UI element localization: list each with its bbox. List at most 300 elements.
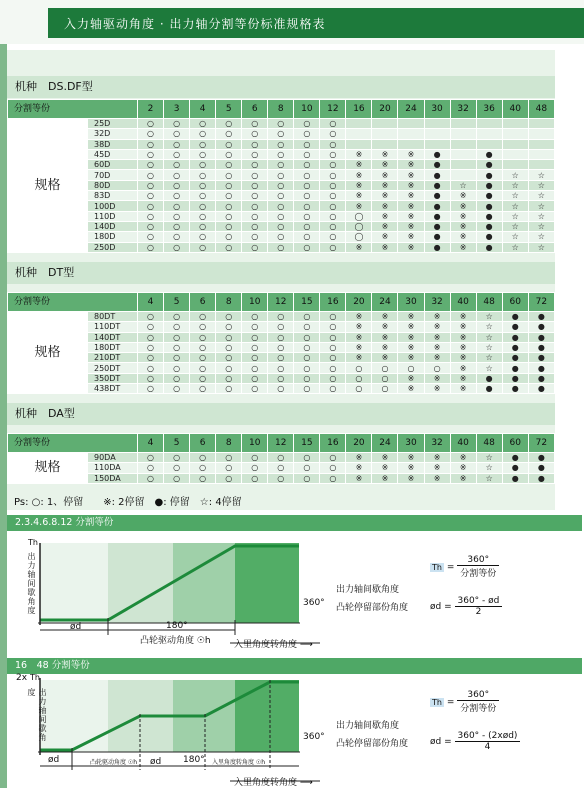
availability-cell: ○ (242, 201, 268, 211)
availability-cell: ○ (268, 139, 294, 149)
model-cell: 438DT (88, 384, 138, 394)
availability-cell: ※ (372, 170, 398, 180)
denominator: 4 (484, 742, 491, 752)
availability-cell: ○ (190, 170, 216, 180)
availability-cell: ○ (242, 312, 268, 322)
availability-cell: ◯ (346, 232, 372, 242)
availability-cell: ○ (242, 463, 268, 473)
availability-cell: ○ (164, 242, 190, 252)
availability-cell: ○ (138, 373, 164, 383)
availability-cell: ○ (294, 453, 320, 463)
availability-cell: ※ (398, 201, 424, 211)
availability-cell: ○ (216, 160, 242, 170)
graph1-formula-th (430, 555, 499, 579)
spec-label: 规格 (8, 312, 88, 394)
availability-cell: ○ (372, 373, 398, 383)
availability-cell: ※ (450, 211, 476, 221)
graph1-input-label: 入里角度转角度 ⟶ (234, 640, 313, 650)
availability-cell: ● (502, 453, 528, 463)
division-header: 20 (346, 293, 372, 312)
division-header: 15 (294, 434, 320, 453)
division-header: 5 (164, 434, 190, 453)
availability-cell: ○ (268, 149, 294, 159)
availability-cell: ○ (268, 384, 294, 394)
availability-cell: ○ (164, 180, 190, 190)
availability-cell: ※ (450, 201, 476, 211)
availability-cell: ☆ (502, 221, 528, 231)
division-header: 10 (294, 100, 320, 119)
numerator: 360° (457, 690, 499, 701)
availability-cell: ○ (164, 342, 190, 352)
availability-cell: ○ (242, 453, 268, 463)
availability-cell: ☆ (476, 353, 502, 363)
availability-cell: ☆ (528, 242, 554, 252)
division-header: 8 (268, 100, 294, 119)
availability-cell: ○ (320, 129, 346, 139)
division-header: 16 (346, 100, 372, 119)
availability-cell: ○ (216, 463, 242, 473)
availability-cell: ※ (398, 332, 424, 342)
model-cell: 150DA (88, 473, 138, 483)
availability-cell: ○ (268, 211, 294, 221)
availability-cell: ● (528, 453, 554, 463)
availability-cell: ○ (294, 373, 320, 383)
machine-da: 机种 DA型 (7, 403, 555, 425)
availability-cell: ○ (294, 149, 320, 159)
graph1-zone-2 (108, 543, 173, 623)
availability-cell: ○ (294, 139, 320, 149)
graph2-y-label: 出力轴间歇角度 (27, 688, 47, 742)
availability-cell: ○ (268, 119, 294, 129)
availability-cell: ● (424, 191, 450, 201)
availability-cell: ※ (372, 191, 398, 201)
division-header: 16 (320, 434, 346, 453)
availability-cell: ○ (268, 232, 294, 242)
availability-cell: ○ (164, 322, 190, 332)
denominator: 2 (475, 607, 482, 617)
model-cell: 90DA (88, 453, 138, 463)
availability-cell: ☆ (476, 342, 502, 352)
availability-cell: ※ (424, 384, 450, 394)
availability-cell: ● (502, 384, 528, 394)
availability-cell: ○ (320, 473, 346, 483)
model-cell: 100D (88, 201, 138, 211)
availability-cell: ☆ (476, 453, 502, 463)
division-header: 2 (138, 100, 164, 119)
model-cell: 350DT (88, 373, 138, 383)
numerator: 360° - (2xød) (455, 731, 521, 742)
availability-cell: ※ (346, 170, 372, 180)
availability-cell: ● (424, 170, 450, 180)
availability-cell: ○ (268, 129, 294, 139)
availability-cell: ※ (424, 342, 450, 352)
availability-cell: ○ (320, 342, 346, 352)
availability-cell: ● (424, 211, 450, 221)
th-symbol: Th (432, 562, 442, 572)
availability-cell: ● (502, 373, 528, 383)
availability-cell: ○ (216, 180, 242, 190)
division-header: 30 (398, 293, 424, 312)
division-header: 24 (398, 100, 424, 119)
division-header: 6 (242, 100, 268, 119)
availability-cell: ○ (164, 201, 190, 211)
spec-label: 规格 (8, 119, 88, 253)
availability-cell: ○ (320, 201, 346, 211)
division-header: 60 (502, 293, 528, 312)
availability-cell: ※ (346, 332, 372, 342)
fraction (457, 555, 499, 579)
graph1-out-label: 出力轴间歇角度 (336, 585, 400, 595)
fraction (455, 731, 521, 752)
graph2-cam-dwell-label: 凸轮停留部份角度 (336, 739, 409, 749)
availability-cell: ☆ (528, 170, 554, 180)
availability-cell: ※ (424, 332, 450, 342)
graph1-formula-od (430, 596, 502, 617)
division-header: 32 (424, 293, 450, 312)
availability-cell: ○ (164, 312, 190, 322)
divisions-caption: 分割等份 (8, 100, 138, 119)
availability-cell: ※ (450, 322, 476, 332)
availability-cell: ○ (242, 322, 268, 332)
model-cell: 250D (88, 242, 138, 252)
availability-cell: ○ (164, 373, 190, 383)
availability-cell: ○ (164, 149, 190, 159)
availability-cell: ※ (398, 473, 424, 483)
model-cell: 110DA (88, 463, 138, 473)
division-header: 32 (424, 434, 450, 453)
availability-cell: ※ (398, 453, 424, 463)
division-header: 24 (372, 293, 398, 312)
availability-cell: ※ (398, 322, 424, 332)
division-header: 15 (294, 293, 320, 312)
graph1-y-label: 出力轴间歇角度 (27, 552, 36, 615)
availability-cell: ● (424, 232, 450, 242)
availability-cell: ○ (190, 211, 216, 221)
availability-cell: ※ (450, 232, 476, 242)
availability-cell: ● (502, 322, 528, 332)
availability-cell: ○ (164, 119, 190, 129)
division-header: 4 (138, 293, 164, 312)
availability-cell: ○ (164, 129, 190, 139)
availability-cell: ● (528, 384, 554, 394)
availability-cell: ※ (372, 211, 398, 221)
page-title: 入力轴驱动角度 · 出力轴分割等份标准规格表 (64, 17, 326, 31)
availability-cell: ※ (346, 322, 372, 332)
division-header: 48 (476, 434, 502, 453)
graph2-formula-od (430, 731, 520, 752)
spec-label: 规格 (8, 453, 88, 484)
availability-cell: ○ (294, 129, 320, 139)
availability-cell: ● (424, 242, 450, 252)
graph1-zone-4 (235, 543, 299, 623)
availability-cell: ○ (242, 139, 268, 149)
availability-cell: ● (528, 463, 554, 473)
availability-cell: ○ (190, 384, 216, 394)
graph2-input-label: 入里角度转角度 ⟶ (234, 778, 313, 788)
availability-cell: ● (476, 221, 502, 231)
fraction (455, 596, 503, 617)
availability-cell: ○ (242, 342, 268, 352)
availability-cell: ○ (216, 211, 242, 221)
graph2-header: 16 48 分割等份 (7, 658, 582, 674)
availability-cell: ● (528, 312, 554, 322)
availability-cell: ○ (320, 312, 346, 322)
availability-cell: ○ (294, 119, 320, 129)
availability-cell: ○ (268, 463, 294, 473)
availability-cell: ○ (216, 201, 242, 211)
availability-cell: ○ (294, 463, 320, 473)
availability-cell: ● (502, 353, 528, 363)
availability-cell: ○ (216, 453, 242, 463)
availability-cell: ※ (450, 191, 476, 201)
availability-cell: ※ (450, 473, 476, 483)
availability-cell: ※ (424, 453, 450, 463)
availability-cell: ● (502, 463, 528, 473)
availability-cell: ○ (320, 363, 346, 373)
legend-note: Ps: ○: 1、停留 ※: 2停留 ●: 停留 ☆: 4停留 (14, 497, 242, 508)
availability-cell: ○ (138, 322, 164, 332)
availability-cell: ○ (242, 363, 268, 373)
model-cell: 180D (88, 232, 138, 242)
availability-cell: ※ (346, 473, 372, 483)
availability-cell: ☆ (528, 191, 554, 201)
availability-cell: ● (476, 232, 502, 242)
availability-cell: ○ (138, 242, 164, 252)
availability-cell: ○ (268, 473, 294, 483)
graph1-dwell-zone-1 (40, 543, 108, 623)
availability-cell: ○ (190, 473, 216, 483)
availability-cell: ○ (216, 342, 242, 352)
availability-cell: ☆ (502, 201, 528, 211)
availability-cell: ○ (190, 221, 216, 231)
model-cell: 250DT (88, 363, 138, 373)
availability-cell: ※ (398, 342, 424, 352)
availability-cell: ○ (242, 129, 268, 139)
division-header: 3 (164, 100, 190, 119)
division-header: 10 (242, 293, 268, 312)
availability-cell: ※ (398, 463, 424, 473)
availability-cell: ○ (294, 160, 320, 170)
availability-cell: ※ (398, 312, 424, 322)
divisions-caption: 分割等份 (8, 293, 138, 312)
availability-cell: ※ (372, 322, 398, 332)
graph1-od-label: ød (70, 622, 82, 632)
availability-cell: ○ (346, 384, 372, 394)
availability-cell: ☆ (528, 232, 554, 242)
availability-cell: ○ (216, 312, 242, 322)
graph2-cam-label: 凸轮驱动角度 ☉h (90, 759, 138, 766)
availability-cell: ○ (138, 129, 164, 139)
availability-cell: ○ (294, 170, 320, 180)
availability-cell: ○ (242, 211, 268, 221)
availability-cell: ● (476, 201, 502, 211)
availability-cell: ○ (268, 322, 294, 332)
availability-cell: ※ (450, 353, 476, 363)
availability-cell: ○ (268, 191, 294, 201)
division-header: 16 (320, 293, 346, 312)
availability-cell: ☆ (528, 211, 554, 221)
availability-cell: ○ (190, 322, 216, 332)
availability-cell: ● (502, 312, 528, 322)
denominator: 分割等份 (460, 569, 497, 579)
availability-cell: ○ (216, 129, 242, 139)
availability-cell: ○ (138, 384, 164, 394)
availability-cell: ○ (164, 332, 190, 342)
availability-cell: ※ (424, 312, 450, 322)
availability-cell: ○ (216, 373, 242, 383)
availability-cell: ☆ (502, 242, 528, 252)
availability-cell: ※ (346, 180, 372, 190)
availability-cell: ○ (138, 353, 164, 363)
availability-cell: ○ (268, 160, 294, 170)
availability-cell: ○ (320, 232, 346, 242)
graph1-th-label: Th (28, 538, 38, 547)
availability-cell: ※ (346, 242, 372, 252)
division-header: 8 (216, 293, 242, 312)
availability-cell: ○ (138, 201, 164, 211)
availability-cell: ○ (190, 149, 216, 159)
availability-cell: ● (424, 180, 450, 190)
availability-cell: ○ (320, 453, 346, 463)
availability-cell: ○ (294, 221, 320, 231)
availability-cell: ○ (190, 363, 216, 373)
division-header: 60 (502, 434, 528, 453)
availability-cell: ○ (216, 119, 242, 129)
availability-cell: ○ (372, 384, 398, 394)
availability-cell: ※ (372, 221, 398, 231)
availability-cell: ○ (216, 473, 242, 483)
availability-cell: ○ (268, 453, 294, 463)
numerator: 360° (457, 555, 499, 566)
availability-cell: ○ (294, 211, 320, 221)
availability-cell: ※ (372, 160, 398, 170)
availability-cell: ※ (398, 170, 424, 180)
division-header: 72 (528, 293, 554, 312)
availability-cell: ※ (372, 149, 398, 159)
availability-cell: ○ (138, 221, 164, 231)
availability-cell: ○ (320, 322, 346, 332)
availability-cell: ○ (190, 180, 216, 190)
availability-cell: ○ (294, 242, 320, 252)
availability-cell: ○ (242, 353, 268, 363)
availability-cell: ○ (268, 180, 294, 190)
availability-cell: ○ (268, 373, 294, 383)
availability-cell: ○ (320, 180, 346, 190)
availability-cell: ○ (268, 353, 294, 363)
machine-ds-df: 机种 DS.DF型 (7, 76, 555, 98)
model-cell: 110DT (88, 322, 138, 332)
availability-cell: ☆ (476, 322, 502, 332)
availability-cell: ○ (242, 473, 268, 483)
availability-cell: ※ (372, 473, 398, 483)
availability-cell: ○ (320, 119, 346, 129)
availability-cell: ◯ (346, 221, 372, 231)
model-cell: 25D (88, 119, 138, 129)
availability-cell: ○ (216, 384, 242, 394)
availability-cell: ※ (450, 242, 476, 252)
availability-cell: ○ (242, 332, 268, 342)
denominator: 分割等份 (460, 704, 497, 714)
availability-cell: ○ (294, 353, 320, 363)
availability-cell: ○ (294, 232, 320, 242)
availability-cell: ○ (138, 342, 164, 352)
availability-cell: ○ (242, 149, 268, 159)
availability-cell: ○ (216, 242, 242, 252)
availability-cell: ※ (372, 232, 398, 242)
availability-cell: ○ (164, 363, 190, 373)
availability-cell: ※ (398, 384, 424, 394)
graph2-od1-label: ød (48, 755, 60, 765)
availability-cell: ※ (450, 384, 476, 394)
availability-cell: ※ (450, 312, 476, 322)
eq: = (446, 562, 455, 573)
availability-cell: ○ (216, 353, 242, 363)
availability-cell: ○ (294, 201, 320, 211)
graph2-180-label: 180° (183, 755, 205, 765)
model-cell: 140D (88, 221, 138, 231)
availability-cell: ● (476, 211, 502, 221)
model-cell: 140DT (88, 332, 138, 342)
availability-cell: ※ (398, 191, 424, 201)
availability-cell: ○ (294, 191, 320, 201)
availability-cell: ● (528, 473, 554, 483)
division-header: 48 (528, 100, 554, 119)
availability-cell: ○ (242, 191, 268, 201)
availability-cell: ○ (216, 139, 242, 149)
availability-cell: ○ (138, 453, 164, 463)
availability-cell: ☆ (528, 221, 554, 231)
availability-cell: ● (476, 180, 502, 190)
availability-cell: ○ (242, 221, 268, 231)
availability-cell: ○ (242, 170, 268, 180)
availability-cell: ○ (138, 119, 164, 129)
availability-cell: ○ (242, 180, 268, 190)
model-cell: 60D (88, 160, 138, 170)
availability-cell: ※ (372, 332, 398, 342)
availability-cell: ☆ (502, 232, 528, 242)
availability-cell: ※ (398, 242, 424, 252)
availability-cell: ● (528, 342, 554, 352)
availability-cell: ○ (424, 363, 450, 373)
availability-cell: ☆ (528, 201, 554, 211)
availability-cell: ● (528, 353, 554, 363)
availability-cell: ※ (398, 232, 424, 242)
availability-cell: ○ (216, 170, 242, 180)
availability-cell: ○ (398, 363, 424, 373)
availability-cell: ● (502, 473, 528, 483)
graph1-header: 2.3.4.6.8.12 分割等份 (7, 515, 582, 531)
division-header: 30 (424, 100, 450, 119)
availability-cell: ○ (138, 463, 164, 473)
availability-cell: ○ (138, 312, 164, 322)
availability-cell: ○ (138, 363, 164, 373)
availability-cell: ● (476, 170, 502, 180)
division-header: 32 (450, 100, 476, 119)
graph2-2x-label: 2x (16, 673, 28, 683)
availability-cell: ○ (190, 139, 216, 149)
availability-cell: ● (476, 242, 502, 252)
division-header: 40 (450, 434, 476, 453)
division-header: 40 (450, 293, 476, 312)
availability-cell: ※ (346, 201, 372, 211)
availability-cell: ○ (138, 211, 164, 221)
availability-cell: ○ (320, 160, 346, 170)
availability-cell: ☆ (476, 312, 502, 322)
availability-cell: ○ (294, 322, 320, 332)
availability-cell: ※ (398, 353, 424, 363)
graph1-zone-3 (173, 543, 235, 623)
availability-cell: ○ (164, 170, 190, 180)
